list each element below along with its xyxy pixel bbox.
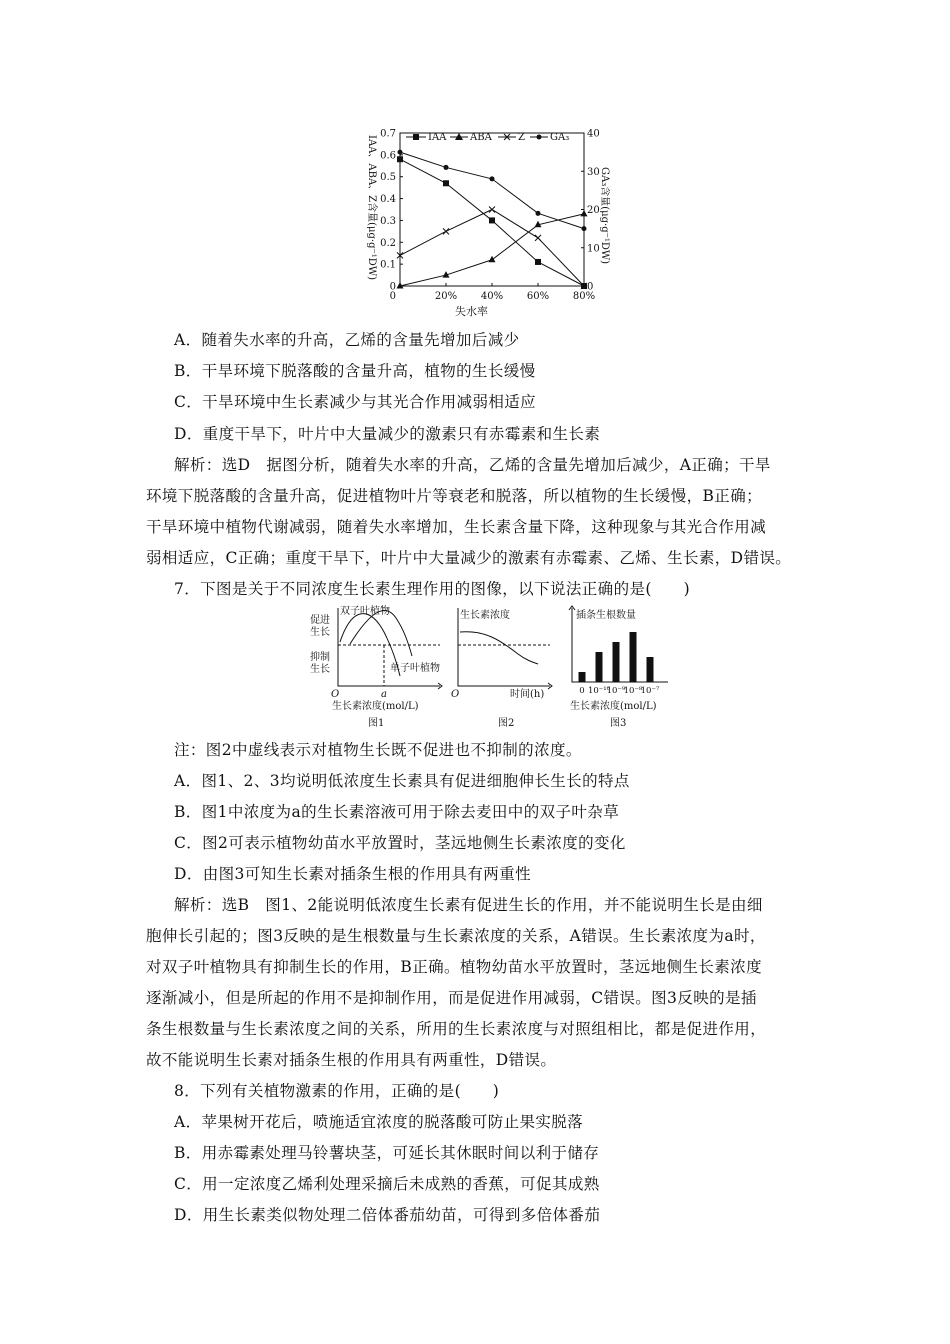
- left-tick-label: 0.6: [380, 150, 396, 162]
- left-tick-label: 0.7: [380, 128, 396, 140]
- f1-caption: 图1: [368, 718, 385, 729]
- f1-ylabel-top-1: 促进: [310, 615, 330, 626]
- right-tick-label: 30: [587, 166, 600, 178]
- point-z: [489, 207, 495, 213]
- f1-ylabel-bottom-1: 抑制: [310, 652, 330, 663]
- left-tick-label: 0.3: [380, 215, 396, 227]
- point-ga: [444, 165, 449, 170]
- series-line-ga: [400, 152, 584, 229]
- q6-option-b: B．干旱环境下脱落酸的含量升高，植物的生长缓慢: [174, 362, 536, 380]
- legend-aba: ABA: [470, 132, 492, 143]
- q7-option-d: D．由图3可知生长素对插条生根的作用具有两重性: [174, 865, 531, 883]
- left-tick-label: 0.5: [380, 172, 396, 184]
- f3-title: 插条生根数量: [576, 610, 636, 621]
- left-tick-label: 0.4: [380, 194, 396, 206]
- q7-analysis-line: 故不能说明生长素对插条生根的作用具有两重性，D错误。: [146, 1051, 557, 1069]
- f3-x-tick-label: 10⁻⁸: [623, 686, 643, 696]
- f2-caption: 图2: [498, 718, 515, 729]
- f3-xlabel: 生长素浓度(mol/L): [570, 701, 657, 712]
- f3-bar: [613, 642, 620, 682]
- right-tick-label: 20: [587, 205, 600, 216]
- f1-origin: O: [331, 689, 340, 700]
- f3-x-tick-label: 0: [579, 686, 585, 696]
- q6-option-d: D．重度干旱下，叶片中大量减少的激素只有赤霉素和生长素: [174, 425, 601, 443]
- q6-analysis-line: 解析：选D 据图分析，随着失水率的升高，乙烯的含量先增加后减少，A正确；干旱: [174, 456, 771, 474]
- point-ga: [536, 211, 541, 216]
- f2-origin: O: [451, 689, 460, 700]
- f1-monocot-curve: [350, 610, 412, 656]
- q8-stem: 8．下列有关植物激素的作用，正确的是( ): [174, 1082, 500, 1100]
- series-line-aba: [400, 214, 584, 286]
- right-tick-label: 0: [587, 281, 594, 293]
- f1-ylabel-bottom-2: 生长: [310, 664, 330, 675]
- q8-option-b: B．用赤霉素处理马铃薯块茎，可延长其休眠时间以利于储存: [174, 1144, 600, 1162]
- figure-1: [310, 604, 442, 729]
- f2-xlabel: 时间(h): [510, 689, 545, 700]
- f2-curve: [460, 632, 538, 664]
- legend-iaa: IAA: [428, 132, 447, 143]
- x-origin-label: 0: [389, 291, 396, 302]
- left-tick-label: 0: [389, 281, 396, 293]
- f1-axes: [338, 608, 440, 686]
- q6-option-a: A．随着失水率的升高，乙烯的含量先增加后减少: [174, 331, 520, 349]
- point-ga: [398, 150, 403, 155]
- f1-ylabel-top-2: 生长: [310, 627, 330, 638]
- figure-3: [569, 606, 668, 729]
- point-ga: [582, 226, 587, 231]
- figure-2: [451, 608, 552, 729]
- auxin-figures: [300, 604, 690, 730]
- right-axis-label: GA₃含量(μg·g⁻¹DW): [599, 167, 610, 265]
- q7-analysis-line: 逐渐减小，但是所起的作用不是抑制作用，而是促进作用减弱，C错误。图3反映的是插: [146, 989, 757, 1007]
- q8-option-c: C．用一定浓度乙烯利处理采摘后未成熟的香蕉，可促其成熟: [174, 1175, 600, 1193]
- hormone-line-chart: [360, 125, 610, 320]
- f3-bar: [630, 632, 637, 682]
- f3-x-tick-label: 10⁻⁷: [640, 686, 660, 696]
- q7-stem: 7．下图是关于不同浓度生长素生理作用的图像，以下说法正确的是( ): [174, 580, 691, 598]
- f3-x-tick-label: 10⁻¹⁰: [587, 686, 611, 696]
- f3-x-ticks: [579, 686, 660, 696]
- right-tick-label: 40: [587, 128, 600, 140]
- x-tick-label: 80%: [572, 291, 596, 302]
- point-aba: [489, 256, 496, 263]
- x-axis-label: 失水率: [455, 305, 488, 318]
- f3-bar: [579, 672, 586, 682]
- f3-x-tick-label: 10⁻⁹: [606, 686, 626, 696]
- q8-option-d: D．用生长素类似物处理二倍体番茄幼苗，可得到多倍体番茄: [174, 1206, 601, 1224]
- x-tick-label: 40%: [480, 291, 504, 302]
- f1-a-label: a: [381, 689, 387, 700]
- f1-xlabel: 生长素浓度(mol/L): [332, 701, 419, 712]
- point-iaa: [443, 180, 449, 186]
- f3-bar: [647, 657, 654, 682]
- point-iaa: [397, 156, 403, 162]
- f1-dicot-label: 双子叶植物: [340, 606, 390, 617]
- f2-ylabel: 生长素浓度: [460, 610, 510, 621]
- f3-caption: 图3: [610, 718, 627, 729]
- q6-analysis-line: 弱相适应，C正确；重度干旱下，叶片中大量减少的激素有赤霉素、乙烯、生长素，D错误。: [146, 549, 792, 567]
- legend-ga3: GA₃: [550, 132, 570, 143]
- left-axis-label: IAA、ABA、Z含量(μg·g⁻¹DW): [366, 135, 377, 280]
- point-z: [535, 235, 541, 241]
- q7-analysis-line: 解析：选B 图1、2能说明低浓度生长素有促进生长的作用，并不能说明生长是由细: [174, 896, 763, 914]
- point-z: [443, 228, 449, 234]
- q7-option-c: C．图2可表示植物幼苗水平放置时，茎远地侧生长素浓度的变化: [174, 834, 626, 852]
- q6-analysis-line: 环境下脱落酸的含量升高，促进植物叶片等衰老和脱落，所以植物的生长缓慢，B正确；: [146, 487, 762, 505]
- q6-option-c: C．干旱环境中生长素减少与其光合作用减弱相适应: [174, 393, 537, 411]
- x-tick-label: 60%: [526, 291, 550, 302]
- point-ga: [490, 176, 495, 181]
- f1-monocot-label: 单子叶植物: [390, 663, 440, 674]
- right-tick-label: 10: [587, 243, 600, 255]
- q7-analysis-line: 条生根数量与生长素浓度之间的关系，所用的生长素浓度与对照组相比，都是促进作用，: [146, 1020, 767, 1038]
- q7-analysis-line: 胞伸长引起的；图3反映的是生根数量与生长素浓度的关系，A错误。生长素浓度为a时，: [146, 927, 766, 945]
- q8-option-a: A．苹果树开花后，喷施适宜浓度的脱落酸可防止果实脱落: [174, 1113, 584, 1131]
- f3-bars: [579, 632, 654, 682]
- q7-note: 注：图2中虚线表示对植物生长既不促进也不抑制的浓度。: [174, 741, 582, 759]
- x-tick-label: 20%: [434, 291, 458, 302]
- point-iaa: [535, 259, 541, 265]
- legend-z: Z: [518, 132, 525, 143]
- left-tick-label: 0.1: [380, 259, 396, 271]
- q7-option-b: B．图1中浓度为a的生长素溶液可用于除去麦田中的双子叶杂草: [174, 803, 620, 821]
- left-tick-label: 0.2: [380, 237, 396, 249]
- q7-option-a: A．图1、2、3均说明低浓度生长素具有促进细胞伸长生长的特点: [174, 772, 630, 790]
- series-layer: [397, 150, 588, 289]
- q7-analysis-line: 对双子叶植物具有抑制生长的作用，B正确。植物幼苗水平放置时，茎远地侧生长素浓度: [146, 958, 762, 976]
- q6-analysis-line: 干旱环境中植物代谢减弱，随着失水率增加，生长素含量下降，这种现象与其光合作用减: [146, 518, 767, 536]
- legend: [406, 132, 569, 143]
- point-iaa: [489, 217, 495, 223]
- f3-bar: [596, 652, 603, 682]
